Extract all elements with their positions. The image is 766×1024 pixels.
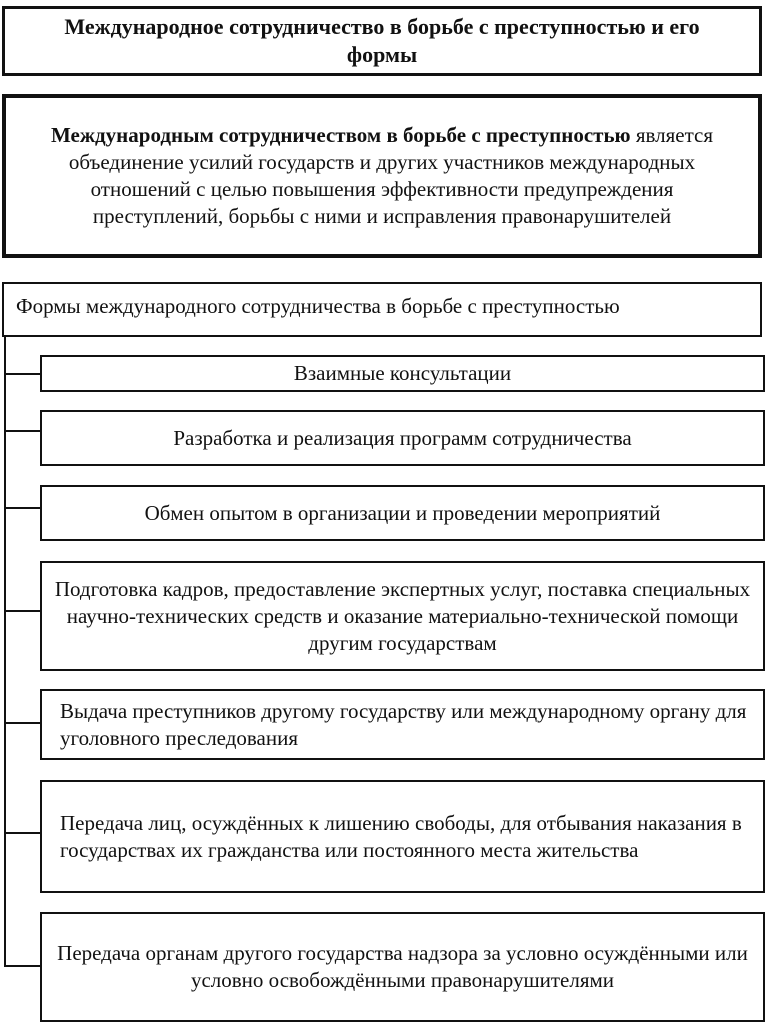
connector-branch xyxy=(4,430,41,432)
form-item-experience xyxy=(40,485,765,541)
form-item-text: Передача лиц, осуждённых к лишению свободы, для отбывания наказания в государствах их гражданства или постоянного места жительства xyxy=(60,810,742,862)
definition-term: Международным сотрудничеством в борьбе с преступностью xyxy=(50,123,631,147)
definition-box xyxy=(2,94,762,258)
form-item-text: Передача органам другого государства надзора за условно осуждёнными или условно освобождёнными правонарушителями xyxy=(57,941,748,992)
forms-header xyxy=(2,282,762,337)
connector-branch xyxy=(4,965,41,967)
form-item-text: Подготовка кадров, предоставление экспертных услуг, поставка специальных научно-технических средств и оказание материально-технической помощи другим государствам xyxy=(54,576,751,655)
definition-content xyxy=(36,122,728,230)
form-item-text: Разработка и реализация программ сотрудничества xyxy=(173,425,632,450)
connector-branch xyxy=(4,610,41,612)
diagram-title xyxy=(2,6,762,76)
connector-branch xyxy=(4,507,41,509)
connector-branch xyxy=(4,722,41,724)
form-item-text: Взаимные консультации xyxy=(293,361,512,385)
form-item-consultations xyxy=(40,355,765,392)
connector-branch xyxy=(4,832,41,834)
forms-header-text: Формы международного сотрудничества в борьбе с преступностью xyxy=(16,294,620,318)
form-item-text: Выдача преступников другому государству или международному органу для уголовного преследования xyxy=(60,698,747,750)
diagram-title-text: Международное сотрудничество в борьбе с преступностью и его формы xyxy=(64,14,700,67)
form-item-prisoner-transfer xyxy=(40,780,765,893)
form-item-supervision-transfer xyxy=(40,912,765,1022)
form-item-programs xyxy=(40,410,765,466)
form-item-extradition xyxy=(40,689,765,760)
form-item-text: Обмен опытом в организации и проведении мероприятий xyxy=(144,500,661,525)
definition-text: является объединение усилий государств и других участников международных отношений с целью повышения эффективности предупреждения преступлений, борьбы с ними и исправления правонарушителей xyxy=(68,123,714,228)
connector-branch xyxy=(4,373,41,375)
form-item-training xyxy=(40,561,765,671)
